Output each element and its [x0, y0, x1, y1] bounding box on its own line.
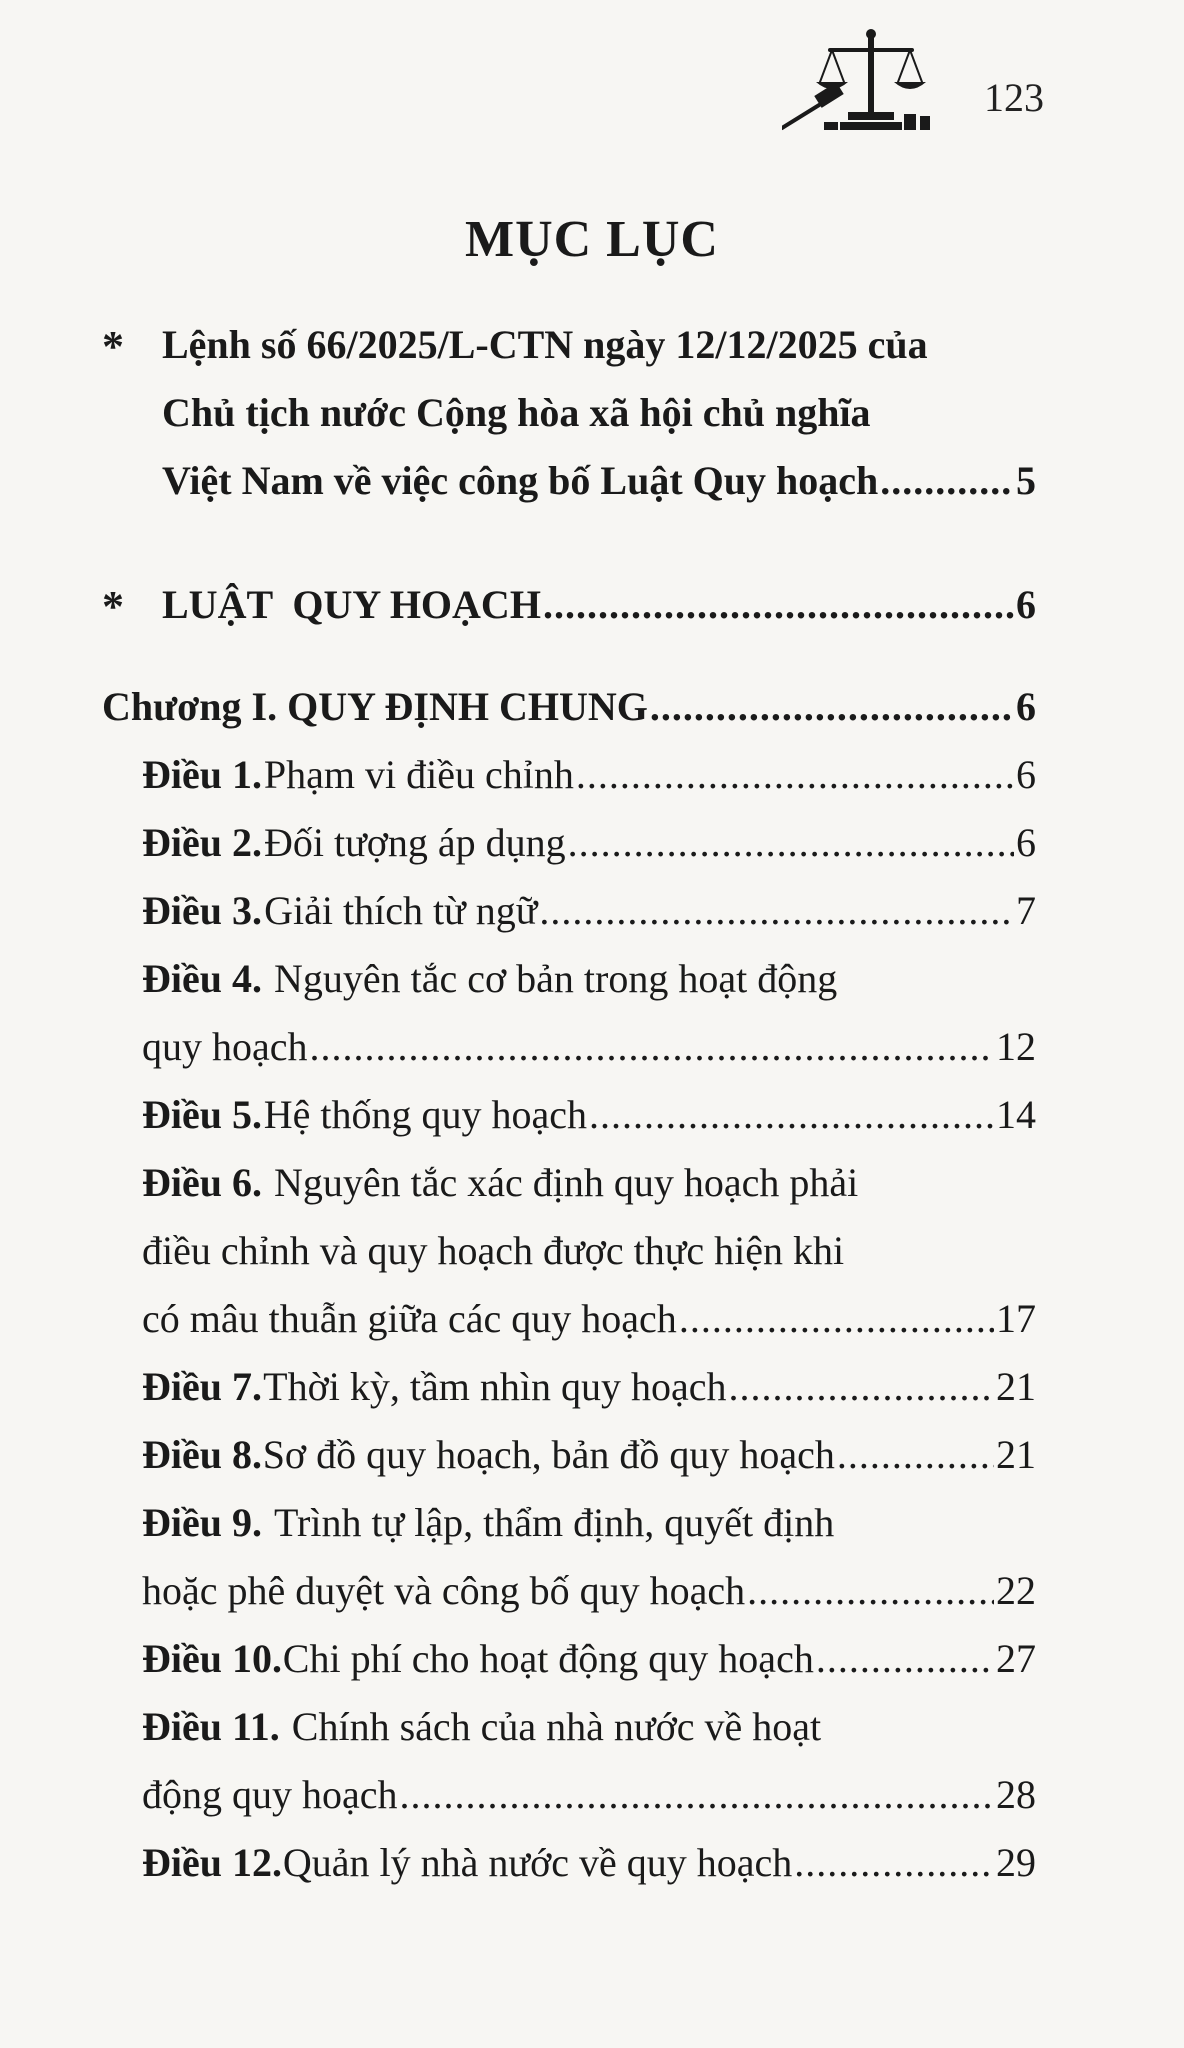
toc-entry-text: Hệ thống quy hoạch [263, 1092, 588, 1137]
leader-dots [728, 1362, 994, 1412]
toc-article-label: Điều 8. [142, 1432, 262, 1477]
toc-entry-text: có mâu thuẫn giữa các quy hoạch [142, 1296, 677, 1341]
toc-title: MỤC LỤC [465, 211, 719, 268]
toc-entry-text: Chính sách của nhà nước về hoạt [291, 1704, 822, 1749]
toc-article-label: Điều 6. [142, 1160, 262, 1205]
toc-entry-dieu-9-line2[interactable] [142, 1566, 1036, 1616]
toc-entry-text: Chương I. QUY ĐỊNH CHUNG [102, 684, 648, 729]
leader-dots [794, 1838, 994, 1888]
toc-entry-text: Nguyên tắc cơ bản trong hoạt động [274, 956, 838, 1001]
toc-article-label: Điều 10. [142, 1636, 282, 1681]
toc-entry-dieu-4-line1[interactable] [142, 954, 837, 1004]
leader-dots [679, 1294, 994, 1344]
toc-entry-text: quy hoạch [142, 1024, 308, 1069]
toc-entry-dieu-11-line2[interactable] [142, 1770, 1036, 1820]
toc-page-ref: 21 [996, 1432, 1036, 1477]
toc-entry-text: Chi phí cho hoạt động quy hoạch [282, 1636, 814, 1681]
leader-dots [589, 1090, 994, 1140]
toc-entry-dieu-4-line2[interactable] [142, 1022, 1036, 1072]
toc-page-ref: 29 [996, 1840, 1036, 1885]
toc-entry-dieu-6-line3[interactable] [142, 1294, 1036, 1344]
toc-entry-text: LUẬT QUY HOẠCH [162, 582, 541, 627]
toc-entry-text: Việt Nam về việc công bố Luật Quy hoạch [162, 458, 879, 503]
toc-article-label: Điều 4. [142, 956, 262, 1001]
leader-dots [576, 750, 1014, 800]
toc-page-ref: 6 [1016, 582, 1036, 627]
toc-entry-dieu-2[interactable] [142, 818, 1036, 868]
toc-entry-text: Thời kỳ, tầm nhìn quy hoạch [263, 1364, 727, 1409]
toc-entry-luat[interactable] [162, 580, 1036, 630]
toc-entry-line: Lệnh số 66/2025/L-CTN ngày 12/12/2025 của [162, 322, 928, 367]
toc-entry-text: Quản lý nhà nước về quy hoạch [282, 1840, 793, 1885]
toc-page-ref: 21 [996, 1364, 1036, 1409]
leader-dots [400, 1770, 994, 1820]
toc-article-label: Điều 3. [142, 888, 262, 933]
toc-page-ref: 14 [996, 1092, 1036, 1137]
leader-dots [880, 456, 1014, 506]
toc-bullet: * [102, 582, 124, 631]
toc-entry-dieu-1[interactable] [142, 750, 1036, 800]
toc-entry-lenh[interactable] [162, 456, 1036, 506]
toc-article-label: Điều 2. [142, 820, 262, 865]
toc-page-ref: 22 [996, 1568, 1036, 1613]
scales-of-justice-gavel-icon [782, 26, 962, 136]
toc-entry-text: động quy hoạch [142, 1772, 398, 1817]
toc-entry-text: Đối tượng áp dụng [263, 820, 566, 865]
leader-dots [568, 818, 1014, 868]
toc-page-ref: 6 [1016, 820, 1036, 865]
toc-entry-chapter-1[interactable] [102, 682, 1036, 732]
toc-entry-dieu-8[interactable] [142, 1430, 1036, 1480]
toc-entry-line: Chủ tịch nước Cộng hòa xã hội chủ nghĩa [162, 390, 871, 435]
page-number: 123 [984, 75, 1044, 120]
toc-page-ref: 17 [996, 1296, 1036, 1341]
toc-page-ref: 6 [1016, 752, 1036, 797]
leader-dots [747, 1566, 994, 1616]
toc-entry-dieu-6-line2[interactable]: điều chỉnh và quy hoạch được thực hiện khi [142, 1228, 845, 1273]
toc-article-label: Điều 7. [142, 1364, 262, 1409]
toc-entry-dieu-6-line1[interactable] [142, 1158, 858, 1208]
leader-dots [816, 1634, 994, 1684]
toc-entry-text: Nguyên tắc xác định quy hoạch phải [274, 1160, 859, 1205]
toc-article-label: Điều 12. [142, 1840, 282, 1885]
leader-dots [837, 1430, 994, 1480]
toc-entry-dieu-10[interactable] [142, 1634, 1036, 1684]
toc-entry-dieu-3[interactable] [142, 886, 1036, 936]
toc-article-label: Điều 1. [142, 752, 262, 797]
toc-article-label: Điều 5. [142, 1092, 262, 1137]
toc-entry-dieu-11-line1[interactable] [142, 1702, 821, 1752]
toc-page-ref: 27 [996, 1636, 1036, 1681]
toc-entry-text: Phạm vi điều chỉnh [263, 752, 574, 797]
toc-page-ref: 6 [1016, 684, 1036, 729]
toc-entry-text: Trình tự lập, thẩm định, quyết định [274, 1500, 835, 1545]
leader-dots [650, 682, 1014, 732]
leader-dots [310, 1022, 994, 1072]
toc-page-ref: 12 [996, 1024, 1036, 1069]
toc-article-label: Điều 9. [142, 1500, 262, 1545]
toc-entry-text: Sơ đồ quy hoạch, bản đồ quy hoạch [262, 1432, 835, 1477]
toc-entry-dieu-7[interactable] [142, 1362, 1036, 1412]
toc-entry-text: hoặc phê duyệt và công bố quy hoạch [142, 1568, 746, 1613]
toc-entry-dieu-5[interactable] [142, 1090, 1036, 1140]
toc-entry-dieu-9-line1[interactable] [142, 1498, 834, 1548]
toc-page-ref: 28 [996, 1772, 1036, 1817]
leader-dots [539, 886, 1014, 936]
toc-bullet: * [102, 322, 124, 371]
toc-entry-dieu-12[interactable] [142, 1838, 1036, 1888]
toc-article-label: Điều 11. [142, 1704, 280, 1749]
toc-entry-text: Giải thích từ ngữ [264, 888, 538, 933]
toc-page-ref: 7 [1016, 888, 1036, 933]
leader-dots [543, 580, 1014, 630]
toc-page-ref: 5 [1016, 458, 1036, 503]
